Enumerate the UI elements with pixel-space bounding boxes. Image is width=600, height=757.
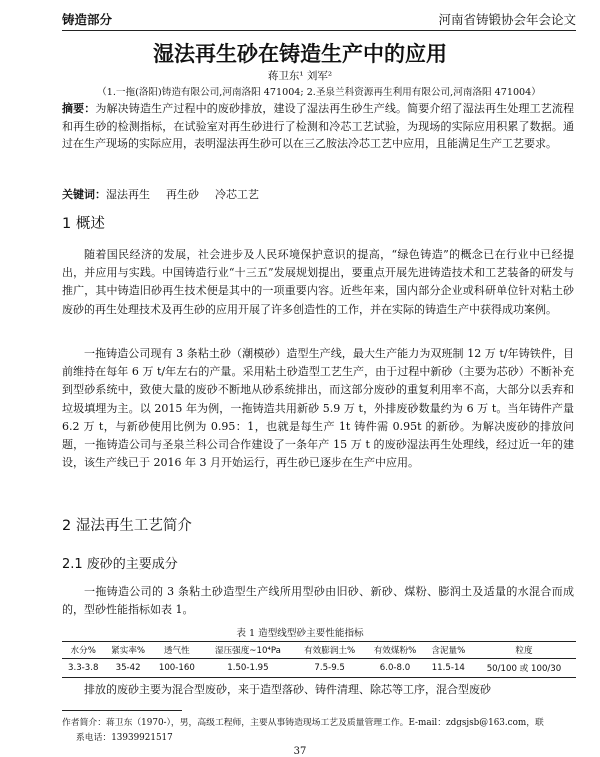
table-header-row <box>62 642 576 659</box>
section-1-heading: 1 概述 <box>62 216 105 232</box>
section-1-paragraph-2: 一拖铸造公司现有 3 条粘土砂（潮模砂）造型生产线，最大生产能力为双班制 12 万 t/年铸铁件，目前维持在每年 6 万 t/年左右的产量。采用粘土砂造型工艺生产，由于过程中新砂（主要为芯砂）不断补充到型砂系统中，致使大量的废砂不断地从砂系统排出，而这部分废砂的重复利用率不高，大部分以丢弃和垃圾填埋为主。以 2015 年为例，一拖铸造共用新砂 5.9 万 t，外排废砂数量约为 6 万 t。当年铸件产量 6.2 万 t，与新砂使用比例为 0.95：1，也就是每生产 1t 铸件需 0.95t 的新砂。为解决废砂的排放问题，一拖铸造公司与圣泉兰科公司合作建设了一条年产 15 万 t 的废砂湿法再生处理线，经过近一年的建设，该生产线已于 2016 年 3 月开始运行，再生砂已逐步在生产中应用。 <box>62 347 574 470</box>
table-header-cell: 粒度 <box>472 642 576 659</box>
paper-title: 湿法再生砂在铸造生产中的应用 <box>153 42 447 66</box>
table-1 <box>62 641 576 678</box>
table-cell: 11.5-14 <box>431 663 465 673</box>
author-footnote <box>62 716 574 746</box>
table-header-cell: 有效膨润土% <box>294 642 365 659</box>
header-journal-label: 河南省铸锻协会年会论文 <box>438 12 576 27</box>
table-header-cell: 透气性 <box>152 642 202 659</box>
keyword: 湿法再生 <box>106 188 150 201</box>
affiliation: （1.一拖(洛阳)铸造有限公司,河南洛阳 471004; 2.圣泉兰科资源再生利用有限公司,河南洛阳 471004） <box>97 87 541 98</box>
abstract <box>62 100 574 153</box>
abstract-label: 摘要： <box>62 102 96 115</box>
authors: 蒋卫东¹ 刘军² <box>267 70 333 82</box>
section-2-heading: 2 湿法再生工艺简介 <box>62 518 192 534</box>
footnote-line-2: 系电话：13939921517 <box>76 733 173 743</box>
table-header-cell: 含泥量% <box>425 642 472 659</box>
table-cell: 100-160 <box>158 663 195 673</box>
running-header <box>62 8 576 31</box>
section-1-paragraph-1: 随着国民经济的发展，社会进步及人民环境保护意识的提高，“绿色铸造”的概念已在行业中已经提出，并应用与实践。中国铸造行业“十三五”发展规划提出，要重点开展先进铸造技术和工艺装备的研发与推广，其中铸造旧砂再生技术便是其中的一项重要内容。近些年来，国内部分企业或科研单位针对粘土砂废砂的再生处理技术及再生砂的应用开展了许多创造性的工作，并在实际的铸造生产中获得成功案例。 <box>62 248 574 316</box>
table-row <box>62 659 576 678</box>
section-2-1-heading: 2.1 废砂的主要成分 <box>62 557 178 572</box>
table-cell: 1.50-1.95 <box>227 663 269 673</box>
section-2-1-paragraph-1: 一拖铸造公司的 3 条粘土砂造型生产线所用型砂由旧砂、新砂、煤粉、膨润土及适量的水混合而成的，型砂性能指标如表 1。 <box>62 585 574 617</box>
footnote-divider <box>62 710 182 711</box>
abstract-text: 为解决铸造生产过程中的废砂排放，建设了湿法再生砂生产线。简要介绍了湿法再生处理工艺流程和再生砂的检测指标，在试验室对再生砂进行了检测和冷芯工艺试验，为现场的实际应用积累了数据。通过在生产现场的实际应用，表明湿法再生砂可以在三乙胺法冷芯工艺中应用，且能满足生产工艺要求。 <box>62 102 575 150</box>
page-number: 37 <box>293 746 307 757</box>
keywords-label: 关键词： <box>62 188 106 201</box>
keywords <box>62 186 574 202</box>
keyword: 冷芯工艺 <box>215 188 259 201</box>
table-cell: 35-42 <box>115 663 141 673</box>
footnote-line-1: 作者简介：蒋卫东（1970-），男，高级工程师，主要从事铸造现场工艺及质量管理工作。E-mail：zdgsjsb@163.com，联 <box>62 718 544 728</box>
table-header-cell: 紧实率% <box>104 642 151 659</box>
table-header-cell: 有效煤粉% <box>365 642 424 659</box>
table-1-caption: 表 1 造型线型砂主要性能指标 <box>236 628 364 639</box>
table-cell: 6.0-8.0 <box>379 663 411 673</box>
table-header-cell: 湿压强度~10⁴Pa <box>202 642 294 659</box>
table-header-cell: 水分% <box>62 642 104 659</box>
section-2-1-paragraph-2: 排放的废砂主要为混合型废砂，来于造型落砂、铸件清理、除芯等工序，混合型废砂 <box>84 683 491 696</box>
table-cell: 3.3-3.8 <box>68 663 99 673</box>
keyword: 再生砂 <box>166 188 199 201</box>
table-cell: 50/100 或 100/30 <box>486 664 562 674</box>
table-cell: 7.5-9.5 <box>314 663 345 673</box>
header-section-label: 铸造部分 <box>62 12 113 27</box>
